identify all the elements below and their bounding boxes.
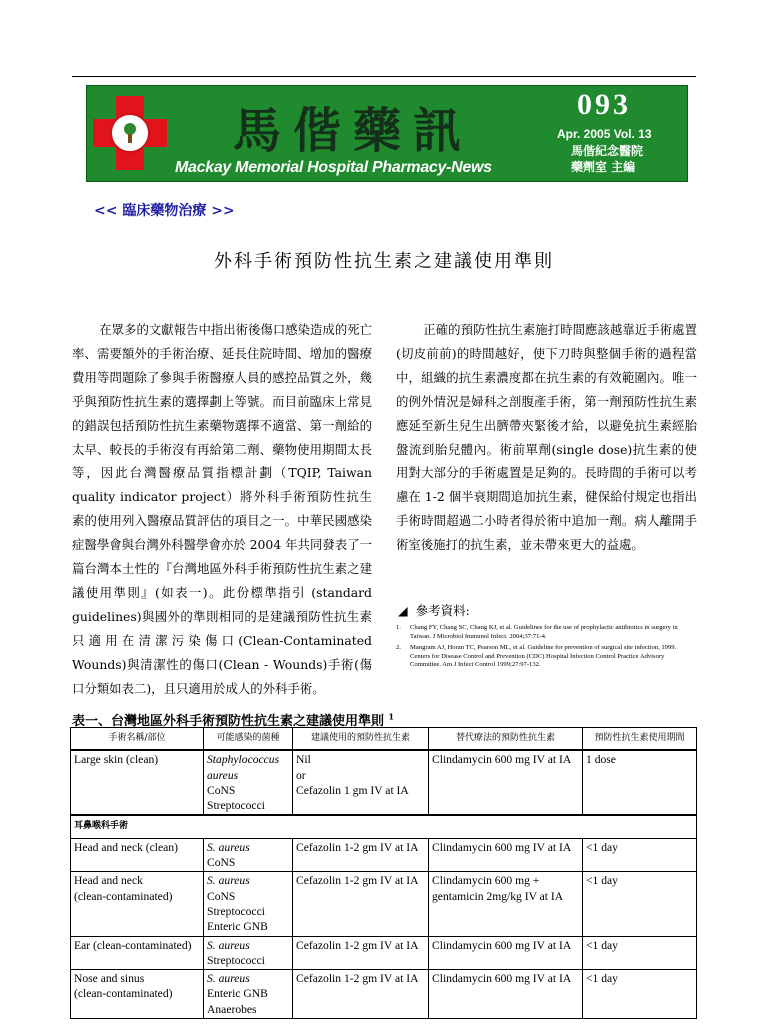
alternative-cell <box>429 872 583 936</box>
recommended-line: or <box>296 768 306 782</box>
hospital-seal-icon <box>110 113 150 153</box>
surgery-cell <box>71 970 204 1019</box>
references-heading-text: 參考資料: <box>415 603 470 618</box>
recommended-cell: Cefazolin 1-2 gm IV at IA <box>293 838 429 872</box>
section-label: 耳鼻喉科手術 <box>71 815 697 838</box>
organism-name: Streptococci <box>207 904 265 918</box>
reference-item <box>396 644 696 670</box>
organism-cell <box>204 872 293 936</box>
organism-name: S. aureus <box>207 874 250 888</box>
column-header: 手術名稱/部位 <box>71 728 204 751</box>
surgery-cell: Ear (clean-contaminated) <box>71 936 204 970</box>
organism-cell <box>204 970 293 1019</box>
column-header: 建議使用的預防性抗生素 <box>293 728 429 751</box>
duration-cell: <1 day <box>583 838 697 872</box>
column-header: 可能感染的菌種 <box>204 728 293 751</box>
organism-name: CoNS <box>207 856 236 870</box>
article-title: 外科手術預防性抗生素之建議使用準則 <box>214 251 554 272</box>
organism-name: S. aureus <box>207 938 250 952</box>
issue-date-volume: Apr. 2005 Vol. 13 <box>557 127 652 141</box>
alternative-cell: Clindamycin 600 mg IV at IA <box>429 838 583 872</box>
organism-name: aureus <box>207 768 239 782</box>
organism-name: Anaerobes <box>207 1002 257 1016</box>
hospital-name: 馬偕紀念醫院 <box>571 144 644 158</box>
body-column-left <box>72 318 372 701</box>
reference-text: Mangram AJ, Horan TC, Pearson ML, et al. Guideline for prevention of surgical site infection, 1999. Centers for Disease Control and Prevention (CDC) Hospital Infection Control Practice Advisory Committee. Am J Infect Control 1999;27:97-132. <box>410 644 677 669</box>
body-column-right <box>396 318 697 557</box>
table-caption-text: 表一、台灣地區外科手術預防性抗生素之建議使用準則 <box>72 714 385 729</box>
column-header: 替代療法的預防性抗生素 <box>429 728 583 751</box>
table-header-row <box>71 728 697 751</box>
duration-cell: 1 dose <box>583 750 697 815</box>
table-row <box>71 936 697 970</box>
triangle-bullet-icon: ◢ <box>398 603 408 618</box>
surgery-line: (clean-contaminated) <box>74 987 173 1001</box>
table-row <box>71 970 697 1019</box>
duration-cell: <1 day <box>583 936 697 970</box>
surgery-cell: Head and neck (clean) <box>71 838 204 872</box>
newsletter-subtitle: Mackay Memorial Hospital Pharmacy-News <box>175 159 492 176</box>
table-section-row <box>71 815 697 838</box>
organism-name: Enteric GNB <box>207 987 268 1001</box>
duration-cell: <1 day <box>583 872 697 936</box>
surgery-line: (clean-contaminated) <box>74 889 173 903</box>
organism-name: Streptococci <box>207 953 265 967</box>
duration-cell: <1 day <box>583 970 697 1019</box>
editor-credit: 藥劑室 主編 <box>571 160 636 174</box>
table-row <box>71 838 697 872</box>
organism-name: Streptococci <box>207 799 265 813</box>
surgery-cell: Large skin (clean) <box>71 750 204 815</box>
alternative-cell: Clindamycin 600 mg IV at IA <box>429 936 583 970</box>
organism-name: CoNS <box>207 783 236 797</box>
surgery-line: Head and neck <box>74 874 143 888</box>
reference-text: Chang FY, Chang SC, Chang KJ, et al. Guidelines for the use of prophylactic antibiotics in surgery in Taiwan. J Microbiol Immunol Infect. 2004;37:71-4. <box>410 624 678 640</box>
issue-number: 093 <box>577 88 631 121</box>
body-paragraph: 正確的預防性抗生素施打時間應該越靠近手術處置(切皮前前)的時間越好，使下刀時與整個手術的過程當中，組織的抗生素濃度都在抗生素的有效範圍內。唯一的例外情況是婦科之剖腹產手術，第一劑預防性抗生素應延至新生兒生出臍帶夾緊後才給，以避免抗生素經胎盤流到胎兒體內。術前單劑(single dose)抗生素的使用對大部分的手術處置是足夠的。長時間的手術可以考慮在 1-2 個半衰期間追加抗生素，健保給付規定也指出手術時間超過二小時者得於術中追加一劑。病人離開手術室後施打的抗生素，並未帶來更大的益處。 <box>396 322 697 553</box>
organism-name: S. aureus <box>207 972 250 986</box>
table-row <box>71 872 697 936</box>
organism-cell <box>204 838 293 872</box>
recommended-cell <box>293 750 429 815</box>
recommended-cell: Cefazolin 1-2 gm IV at IA <box>293 872 429 936</box>
alternative-line: Clindamycin 600 mg + <box>432 874 540 888</box>
surgery-line: Nose and sinus <box>74 972 145 986</box>
organism-cell <box>204 750 293 815</box>
antibiotic-guideline-table <box>70 727 697 1019</box>
organism-cell <box>204 936 293 970</box>
alternative-cell: Clindamycin 600 mg IV at IA <box>429 750 583 815</box>
recommended-cell: Cefazolin 1-2 gm IV at IA <box>293 936 429 970</box>
table-caption-footnote: 1 <box>388 711 395 722</box>
reference-item <box>396 624 696 641</box>
references-list <box>396 624 696 673</box>
organism-name: S. aureus <box>207 840 250 854</box>
hospital-cross-logo <box>93 96 167 170</box>
surgery-cell <box>71 872 204 936</box>
organism-name: Enteric GNB <box>207 920 268 934</box>
top-rule <box>72 76 696 77</box>
recommended-cell: Cefazolin 1-2 gm IV at IA <box>293 970 429 1019</box>
reference-number: 2. <box>396 644 401 652</box>
section-tag: << 臨床藥物治療 >> <box>94 203 235 219</box>
recommended-line: Nil <box>296 753 311 767</box>
organism-name: CoNS <box>207 889 236 903</box>
recommended-line: Cefazolin 1 gm IV at IA <box>296 783 409 797</box>
masthead-banner <box>86 85 688 182</box>
newsletter-title: 馬偕藥訊 <box>233 103 474 159</box>
table-row <box>71 750 697 815</box>
column-header: 預防性抗生素使用期間 <box>583 728 697 751</box>
reference-number: 1. <box>396 624 401 631</box>
alternative-line: gentamicin 2mg/kg IV at IA <box>432 889 564 903</box>
alternative-cell: Clindamycin 600 mg IV at IA <box>429 970 583 1019</box>
references-heading <box>398 601 470 619</box>
organism-name: Staphylococcus <box>207 753 280 767</box>
body-paragraph: 在眾多的文獻報告中指出術後傷口感染造成的死亡率、需要額外的手術治療、延長住院時間、增加的醫療費用等問題除了參與手術醫療人員的感控品質之外，幾乎與預防性抗生素的選擇劃上等號。而目前臨床上常見的錯誤包括預防性抗生素藥物選擇不適當、第一劑給的太早、較長的手術沒有再給第二劑、藥物使用期間太長等，因此台灣醫療品質指標計劃（TQIP, Taiwan quality indicator project）將外科手術預防性抗生素的使用列入醫療品質評估的項目之一。中華民國感染症醫學會與台灣外科醫學會亦於 2004 年共同發表了一篇台灣本土性的『台灣地區外科手術預防性抗生素之建議使用準則』(如表一)。此份標準指引 (standard guidelines)與國外的準則相同的是建議預防性抗生素只適用在清潔污染傷口(Clean-Contaminated Wounds)與清潔性的傷口(Clean - Wounds)手術(傷口分類如表二)，且只適用於成人的外科手術。 <box>72 322 372 696</box>
